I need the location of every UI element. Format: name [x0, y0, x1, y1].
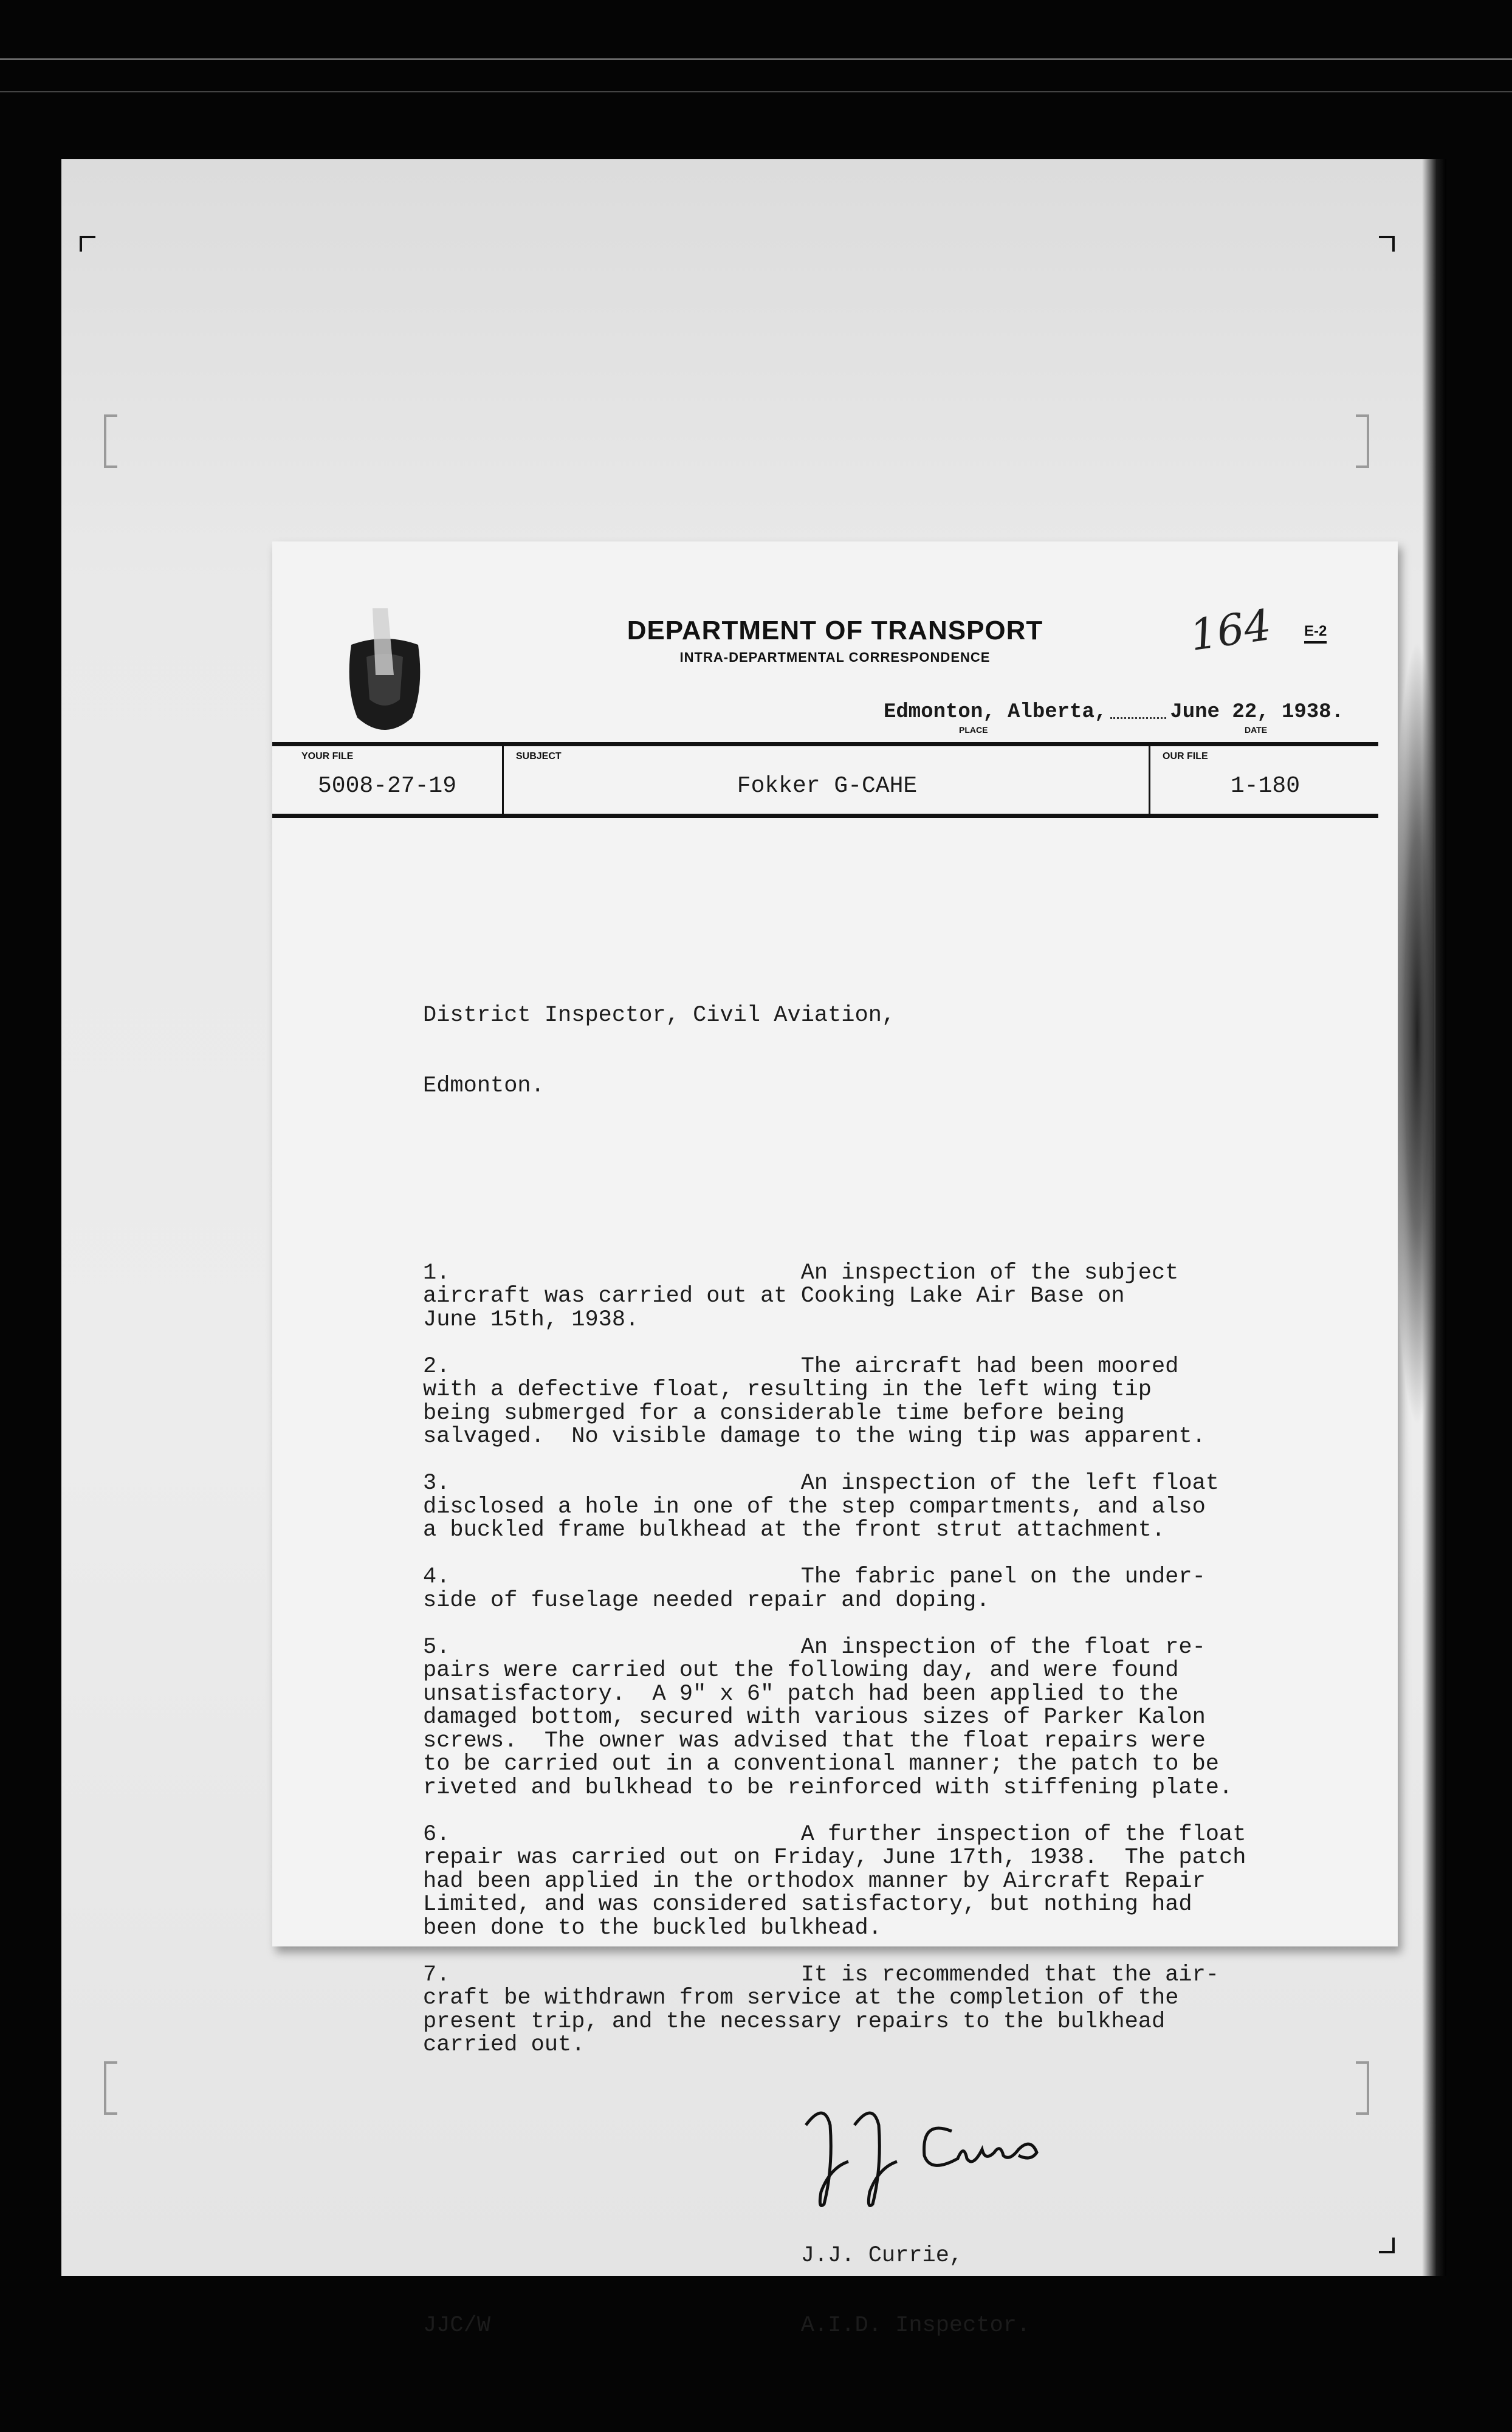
paragraph-text: screws. The owner was advised that the float repairs were [423, 1728, 1206, 1754]
paragraph-line [423, 1402, 1246, 1426]
paragraph-4 [423, 1565, 1246, 1612]
signature-title-line [423, 2314, 1246, 2338]
dotted-leader [1110, 701, 1166, 719]
paragraph-line [423, 1636, 1246, 1660]
paragraph-line [423, 1893, 1246, 1917]
paragraph-line [423, 1963, 1246, 1987]
paragraph-text: Limited, and was considered satisfactory, but nothing had [423, 1892, 1192, 1917]
registration-mark [104, 414, 117, 468]
paragraph-line [423, 1823, 1246, 1847]
paragraph-text: The fabric panel on the under- [800, 1564, 1206, 1590]
handwritten-page-number: 164 [1186, 600, 1274, 661]
subject-value: Fokker G-CAHE [737, 773, 918, 799]
date-value: June 22, 1938. [1170, 701, 1344, 724]
paragraph-text: being submerged for a considerable time before being [423, 1400, 1125, 1426]
paragraph-number: 2. [423, 1353, 450, 1379]
paragraph-2 [423, 1355, 1246, 1449]
paragraph-line [423, 1706, 1246, 1730]
paragraph-number: 5. [423, 1634, 450, 1660]
paragraph-text: carried out. [423, 2032, 585, 2058]
paragraph-line [423, 1659, 1246, 1683]
paragraph-text: to be carried out in a conventional manner; the patch to be [423, 1751, 1220, 1777]
addressee-line: Edmonton. [423, 1073, 545, 1099]
paragraph-line [423, 1285, 1246, 1308]
paragraph-line [423, 1496, 1246, 1519]
paragraph-text: It is recommended that the air- [800, 1962, 1219, 1988]
crop-mark [80, 236, 95, 252]
paragraph-text: riveted and bulkhead to be reinforced with stiffening plate. [423, 1774, 1233, 1801]
addressee-line: District Inspector, Civil Aviation, [423, 1003, 896, 1028]
form-code: E-2 [1304, 623, 1327, 644]
paragraph-text: An inspection of the left float [800, 1471, 1219, 1496]
paragraph-text: The aircraft had been moored [800, 1353, 1179, 1379]
paragraph-text: with a defective float, resulting in the left wing tip [423, 1377, 1152, 1403]
paragraph-text: aircraft was carried out at Cooking Lake Air Base on [423, 1283, 1125, 1309]
paragraph-number: 3. [423, 1471, 450, 1496]
paragraph-number: 4. [423, 1564, 450, 1590]
paragraph-1 [423, 1262, 1246, 1332]
paragraph-line [423, 1308, 1246, 1332]
paragraph-line [423, 1262, 1246, 1285]
paragraph-line [423, 1987, 1246, 2010]
paragraph-text: disclosed a hole in one of the step compartments, and also [423, 1494, 1206, 1520]
subject-label: SUBJECT [516, 751, 562, 761]
paragraph-line [423, 2010, 1246, 2034]
your-file-label: YOUR FILE [301, 751, 354, 761]
signatory-name: J.J. Currie, [800, 2242, 963, 2269]
place-label: PLACE [959, 725, 988, 735]
signature-block [423, 2174, 1246, 2385]
paragraph-line [423, 1753, 1246, 1776]
paragraph-number: 7. [423, 1962, 450, 1988]
our-file-value: 1-180 [1230, 773, 1301, 799]
paragraph-text: pairs were carried out the following day, and were found [423, 1658, 1179, 1683]
paragraph-line [423, 1425, 1246, 1449]
registration-mark [104, 2061, 117, 2115]
paragraph-line [423, 1519, 1246, 1542]
film-edge-line [0, 91, 1512, 92]
paragraph-text: June 15th, 1938. [423, 1307, 639, 1333]
paragraph-text: An inspection of the subject [800, 1260, 1179, 1286]
paragraph-7 [423, 1963, 1246, 2057]
paragraph-3 [423, 1472, 1246, 1542]
paragraph-line [423, 1730, 1246, 1753]
paragraph-number: 6. [423, 1821, 450, 1847]
place-date-line [884, 701, 1344, 724]
your-file-value: 5008-27-19 [317, 773, 457, 799]
paragraph-6 [423, 1823, 1246, 1940]
department-title: DEPARTMENT OF TRANSPORT [627, 616, 1043, 645]
paragraph-text: salvaged. No visible damage to the wing tip was apparent. [423, 1424, 1206, 1449]
paragraph-text: A further inspection of the float [800, 1821, 1246, 1847]
signature-name-line [423, 2244, 1246, 2268]
paragraph-line [423, 1565, 1246, 1589]
our-file-label: OUR FILE [1163, 751, 1208, 761]
paragraph-text: An inspection of the float re- [800, 1634, 1206, 1660]
film-edge-line [0, 58, 1512, 60]
paragraph-text: present trip, and the necessary repairs to the bulkhead [423, 2008, 1166, 2035]
crop-mark [1379, 236, 1395, 252]
registration-mark [1356, 2061, 1369, 2115]
paragraph-line [423, 1355, 1246, 1379]
paragraph-line [423, 2033, 1246, 2057]
paragraph-line [423, 1472, 1246, 1496]
paragraph-line [423, 1846, 1246, 1870]
paragraph-text: been done to the buckled bulkhead. [423, 1915, 882, 1941]
paragraph-number: 1. [423, 1260, 450, 1286]
paragraph-line [423, 1917, 1246, 1940]
paragraph-text: damaged bottom, secured with various sizes of Parker Kalon [423, 1705, 1206, 1730]
paragraph-text: craft be withdrawn from service at the completion of the [423, 1985, 1179, 2011]
place-value: Edmonton, Alberta, [884, 701, 1107, 724]
registration-mark [1356, 414, 1369, 468]
paragraph-text: repair was carried out on Friday, June 17th, 1938. The patch [423, 1845, 1246, 1870]
signatory-title: A.I.D. Inspector. [800, 2313, 1031, 2338]
paragraph-line [423, 1776, 1246, 1800]
date-label: DATE [1245, 725, 1268, 735]
paragraph-line [423, 1683, 1246, 1706]
paragraph-line [423, 1378, 1246, 1402]
subject-cell [502, 746, 1150, 814]
our-file-cell [1149, 746, 1380, 814]
paragraph-5 [423, 1636, 1246, 1800]
paragraph-text: had been applied in the orthodox manner by Aircraft Repair [423, 1868, 1206, 1894]
addressee [423, 957, 1246, 1144]
typist-reference: JJC/W [423, 2313, 491, 2338]
paragraph-text: side of fuselage needed repair and doping. [423, 1587, 990, 1613]
scan-smudge [1392, 638, 1434, 1428]
file-reference-table [272, 742, 1378, 818]
paragraph-text: a buckled frame bulkhead at the front strut attachment. [423, 1517, 1166, 1543]
handwritten-signature [800, 2101, 1055, 2210]
paragraph-text: unsatisfactory. A 9" x 6" patch had been applied to the [423, 1681, 1179, 1707]
your-file-cell [272, 746, 502, 814]
crop-mark [1379, 2238, 1395, 2253]
letter-body [423, 910, 1246, 2431]
letter-page [272, 541, 1398, 2338]
department-subtitle: INTRA-DEPARTMENTAL CORRESPONDENCE [679, 650, 991, 665]
paragraph-line [423, 1589, 1246, 1613]
paragraph-line [423, 1870, 1246, 1894]
paragraphs [423, 1262, 1246, 2057]
